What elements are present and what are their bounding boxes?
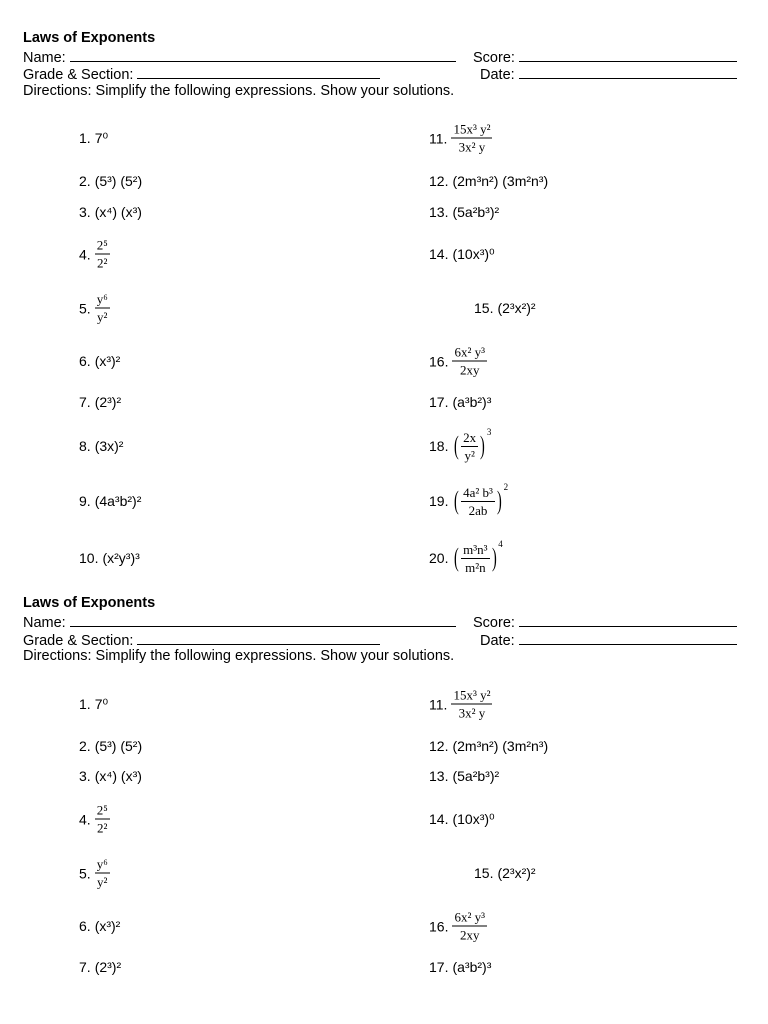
- numerator: 2⁵: [96, 802, 108, 818]
- numerator: 2x: [463, 429, 477, 445]
- problem-number: 13.: [429, 204, 449, 220]
- denominator: m²n: [465, 559, 486, 575]
- problem-15: [474, 865, 536, 881]
- problem-number: 16.: [429, 353, 449, 369]
- problem-number: 17.: [429, 394, 449, 410]
- right-paren: ): [496, 486, 502, 515]
- expression: (5a²b³)²: [452, 768, 500, 784]
- date-label: Date:: [480, 633, 515, 649]
- expression: (10x³)⁰: [452, 811, 495, 827]
- numerator: 4a² b³: [463, 484, 493, 500]
- problem-2: [79, 173, 142, 189]
- expression: (x⁴) (x³): [94, 204, 142, 220]
- score-row: [473, 613, 737, 632]
- problem-10: [79, 550, 140, 566]
- problem-6: [79, 918, 120, 934]
- expression: (3x)²: [94, 438, 124, 454]
- name-label: Name:: [23, 615, 66, 631]
- name-line[interactable]: [70, 613, 456, 627]
- right-paren: ): [491, 543, 497, 572]
- problem-7: [79, 394, 121, 410]
- parenthesized-fraction: [452, 426, 491, 466]
- fraction: [452, 345, 487, 378]
- exponent: 2: [503, 482, 509, 492]
- problem-number: 12.: [429, 738, 449, 754]
- score-line[interactable]: [519, 48, 737, 62]
- problem-12: [429, 173, 548, 189]
- score-line[interactable]: [519, 613, 737, 627]
- grade-line[interactable]: [137, 65, 380, 79]
- numerator: 2⁵: [96, 237, 108, 253]
- problem-number: 2.: [79, 173, 91, 189]
- problem-14: [429, 246, 495, 262]
- expression: (x⁴) (x³): [94, 768, 142, 784]
- grade-label: Grade & Section:: [23, 633, 134, 649]
- exponent: 3: [486, 427, 492, 437]
- date-label: Date:: [480, 67, 515, 83]
- parenthesized-fraction: [452, 538, 502, 578]
- problem-number: 6.: [79, 353, 91, 369]
- problem-number: 12.: [429, 173, 449, 189]
- expression: 7⁰: [94, 130, 109, 146]
- date-line[interactable]: [519, 65, 737, 79]
- problem-4: [79, 803, 110, 836]
- date-line[interactable]: [519, 631, 737, 645]
- expression: (a³b²)³: [452, 959, 492, 975]
- expression: (2³)²: [94, 959, 122, 975]
- problem-number: 10.: [79, 550, 99, 566]
- problem-number: 3.: [79, 204, 91, 220]
- fraction: [95, 857, 110, 890]
- right-paren: ): [480, 431, 485, 460]
- problem-12: [429, 738, 548, 754]
- expression: (2³)²: [94, 394, 122, 410]
- problem-number: 1.: [79, 696, 91, 712]
- denominator: 2xy: [459, 927, 480, 943]
- problem-number: 16.: [429, 918, 449, 934]
- problem-16: [429, 345, 487, 378]
- worksheet-title: Laws of Exponents: [23, 30, 156, 46]
- grade-row: [23, 65, 380, 84]
- name-row: [23, 613, 456, 632]
- numerator: 15x³ y²: [453, 687, 491, 703]
- problem-13: [429, 768, 499, 784]
- fraction: [451, 688, 492, 721]
- problem-15: [474, 300, 536, 316]
- problem-2: [79, 738, 142, 754]
- problem-3: [79, 768, 142, 784]
- numerator: m³n³: [463, 541, 488, 557]
- problem-1: [79, 130, 108, 146]
- problem-3: [79, 204, 142, 220]
- expression: (x³)²: [94, 918, 121, 934]
- worksheet-title: Laws of Exponents: [23, 595, 156, 611]
- problem-14: [429, 811, 495, 827]
- problem-19: [429, 481, 508, 521]
- problem-4: [79, 238, 110, 271]
- problem-number: 3.: [79, 768, 91, 784]
- problem-number: 14.: [429, 811, 449, 827]
- expression: (2m³n²) (3m²n³): [452, 173, 549, 189]
- expression: (10x³)⁰: [452, 246, 495, 262]
- problem-6: [79, 353, 120, 369]
- name-label: Name:: [23, 50, 66, 66]
- problem-number: 6.: [79, 918, 91, 934]
- fraction: [461, 542, 489, 575]
- problem-18: [429, 426, 491, 466]
- problem-number: 11.: [429, 130, 448, 146]
- grade-label: Grade & Section:: [23, 67, 134, 83]
- denominator: 2ab: [468, 502, 488, 518]
- date-row: [480, 631, 737, 650]
- grade-line[interactable]: [137, 631, 380, 645]
- denominator: 2xy: [459, 362, 480, 378]
- fraction: [461, 430, 478, 463]
- problem-number: 14.: [429, 246, 449, 262]
- problem-11: [429, 688, 492, 721]
- directions: Directions: Simplify the following expressions. Show your solutions.: [23, 648, 455, 664]
- denominator: 2²: [97, 820, 108, 836]
- problem-number: 5.: [79, 865, 91, 881]
- problem-17: [429, 959, 491, 975]
- numerator: 6x² y³: [454, 344, 486, 360]
- problem-number: 7.: [79, 394, 91, 410]
- problem-number: 15.: [474, 865, 494, 881]
- problem-7: [79, 959, 121, 975]
- problem-11: [429, 122, 492, 155]
- problem-number: 15.: [474, 300, 494, 316]
- denominator: 3x² y: [458, 705, 486, 721]
- denominator: y²: [464, 447, 475, 463]
- denominator: y²: [97, 874, 108, 890]
- problem-number: 17.: [429, 959, 449, 975]
- numerator: y⁶: [96, 856, 108, 872]
- problem-number: 4.: [79, 811, 91, 827]
- denominator: y²: [97, 309, 108, 325]
- problem-13: [429, 204, 499, 220]
- denominator: 3x² y: [458, 139, 486, 155]
- parenthesized-fraction: [452, 481, 508, 521]
- problem-number: 20.: [429, 550, 449, 566]
- problem-1: [79, 696, 108, 712]
- date-row: [480, 65, 737, 84]
- problem-16: [429, 910, 487, 943]
- expression: (5³) (5²): [94, 173, 143, 189]
- expression: (2³x²)²: [497, 300, 536, 316]
- left-paren: (: [454, 431, 460, 460]
- name-line[interactable]: [70, 48, 456, 62]
- left-paren: (: [454, 486, 460, 515]
- problem-number: 18.: [429, 438, 449, 454]
- left-paren: (: [454, 543, 460, 572]
- problem-number: 1.: [79, 130, 91, 146]
- problem-20: [429, 538, 503, 578]
- fraction: [461, 485, 495, 518]
- problem-number: 4.: [79, 246, 91, 262]
- expression: (5³) (5²): [94, 738, 143, 754]
- problem-number: 11.: [429, 696, 448, 712]
- expression: (5a²b³)²: [452, 204, 500, 220]
- problem-number: 19.: [429, 493, 449, 509]
- fraction: [95, 803, 110, 836]
- fraction: [95, 292, 110, 325]
- problem-5: [79, 857, 110, 890]
- problem-number: 2.: [79, 738, 91, 754]
- score-label: Score:: [473, 50, 515, 66]
- problem-9: [79, 493, 141, 509]
- score-label: Score:: [473, 615, 515, 631]
- expression: (a³b²)³: [452, 394, 492, 410]
- numerator: 15x³ y²: [453, 121, 491, 137]
- directions: Directions: Simplify the following expressions. Show your solutions.: [23, 83, 455, 99]
- problem-8: [79, 438, 123, 454]
- fraction: [451, 122, 492, 155]
- expression: (2m³n²) (3m²n³): [452, 738, 549, 754]
- expression: 7⁰: [94, 696, 109, 712]
- problem-number: 7.: [79, 959, 91, 975]
- problem-number: 13.: [429, 768, 449, 784]
- fraction: [95, 238, 110, 271]
- expression: (2³x²)²: [497, 865, 536, 881]
- fraction: [452, 910, 487, 943]
- problem-17: [429, 394, 491, 410]
- denominator: 2²: [97, 255, 108, 271]
- expression: (x³)²: [94, 353, 121, 369]
- expression: (x²y³)³: [102, 550, 140, 566]
- numerator: y⁶: [96, 291, 108, 307]
- exponent: 4: [498, 539, 503, 549]
- problem-number: 8.: [79, 438, 91, 454]
- problem-5: [79, 292, 110, 325]
- numerator: 6x² y³: [454, 909, 486, 925]
- expression: (4a³b²)²: [94, 493, 142, 509]
- problem-number: 5.: [79, 300, 91, 316]
- problem-number: 9.: [79, 493, 91, 509]
